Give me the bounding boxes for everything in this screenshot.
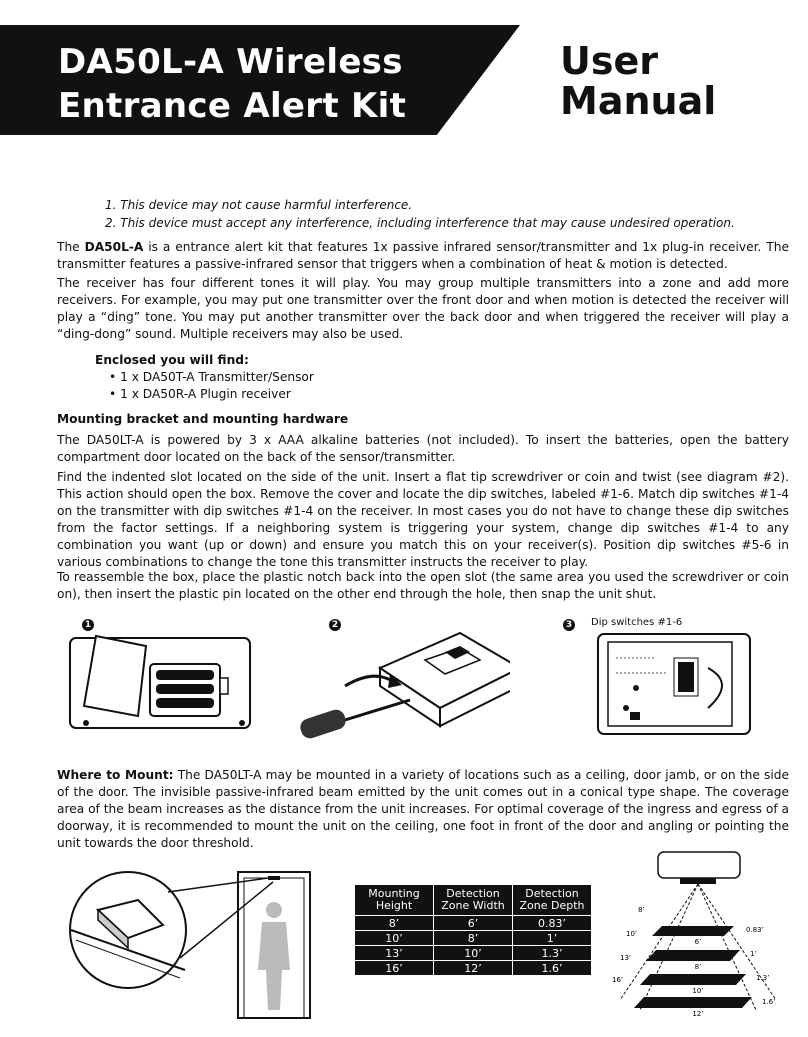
table-header: Detection Zone Width — [434, 885, 513, 916]
battery-paragraph: The DA50LT-A is powered by 3 x AAA alkaline batteries (not included). To insert the batteries, open the battery compartment door located on the back of the sensor/transmitter. — [57, 433, 789, 464]
table-cell: 8’ — [434, 931, 513, 946]
table-cell: 0.83’ — [513, 916, 592, 931]
table-cell: 10’ — [355, 931, 434, 946]
fcc-notes — [105, 196, 735, 232]
screwdriver-diagram — [290, 628, 510, 740]
manual-title-line1: User — [560, 39, 658, 83]
reassemble-paragraph: To reassemble the box, place the plastic notch back into the open slot (the same area you used the screwdriver or coin on), then insert the plastic pin located on the other end through the hole, then snap the unit shut. — [57, 570, 789, 601]
intro-prefix: The — [57, 240, 85, 254]
table-cell: 1’ — [513, 931, 592, 946]
where-to-mount-paragraph — [57, 767, 789, 852]
table-cell: 6’ — [434, 916, 513, 931]
cone-height-label: 13’ — [620, 954, 632, 962]
cone-width-label: 10’ — [692, 987, 704, 995]
detection-cone-diagram — [600, 850, 800, 1020]
coverage-table — [355, 885, 592, 975]
product-title-line1: DA50L-A Wireless — [58, 42, 403, 82]
table-cell: 12’ — [434, 961, 513, 976]
where-to-mount-text: The DA50LT-A may be mounted in a variety of locations such as a ceiling, door jamb, or on the side of the door. The invisible passive-infrared beam emitted by the unit comes out in a conical type shape. The coverage area of the beam increases as the distance from the unit increases. For optimal coverage of the ingress and egress of a doorway, it is recommended to mount the unit on the ceiling, one foot in front of the door and angling or pointing the unit towards the door threshold. — [57, 768, 789, 850]
table-row — [355, 946, 592, 961]
user-manual-title — [560, 41, 716, 121]
table-cell: 1.3’ — [513, 946, 592, 961]
cone-width-label: 12’ — [692, 1010, 704, 1018]
receiver-paragraph: The receiver has four different tones it will play. You may group multiple transmitters into a zone and add more receivers. For example, you may put one transmitter over the front door and when motion is detected the receiver will play a “ding” tone. You may put another transmitter over the back door and when triggered the receiver will play a “ding-dong” sound. Multiple receivers may also be used. — [57, 276, 789, 341]
diagram-number-2: 2 — [329, 619, 341, 631]
table-cell: 16’ — [355, 961, 434, 976]
table-cell: 1.6’ — [513, 961, 592, 976]
dip-switch-paragraph: Find the indented slot located on the side of the unit. Insert a flat tip screwdriver or coin and twist (see diagram #2). This action should open the box. Remove the cover and locate the dip switches, labeled #1-6. Match dip switches #1-4 on the transmitter with dip switches #1-4 on the receiver. In most cases you do not have to change these dip switches from the factor settings. If a neighboring system is triggering your system, change dip switches #1-4 to any combination you want (up or down) and ensure you match this on your receiver(s). Position dip switches #5-6 in various combinations to change the tone this transmitter instructs the receiver to play. — [57, 470, 789, 569]
fcc-note-1: 1. This device may not cause harmful interference. — [105, 198, 413, 212]
cone-depth-label: 1’ — [750, 950, 757, 958]
table-cell: 13’ — [355, 946, 434, 961]
table-cell: 10’ — [434, 946, 513, 961]
cone-width-label: 8’ — [694, 963, 702, 971]
dip-switch-board-diagram — [596, 628, 756, 740]
product-title — [58, 40, 406, 128]
mounting-heading: Mounting bracket and mounting hardware — [57, 412, 349, 426]
manual-title-line2: Manual — [560, 79, 717, 123]
intro-text: is a entrance alert kit that features 1x passive infrared sensor/transmitter and 1x plug-in receiver. The transmitter features a passive-infrared sensor that triggers when a combination of heat & motion is detected. — [57, 240, 789, 271]
enclosed-heading: Enclosed you will find: — [95, 353, 249, 367]
where-to-mount-label: Where to Mount: — [57, 768, 174, 782]
diagram-number-3: 3 — [563, 619, 575, 631]
fcc-note-2: 2. This device must accept any interference, including interference that may cause undesired operation. — [105, 216, 735, 230]
table-row — [355, 931, 592, 946]
enclosed-section — [95, 352, 314, 403]
cone-height-label: 8’ — [638, 906, 645, 914]
table-header: Detection Zone Depth — [513, 885, 592, 916]
enclosed-item: • 1 x DA50R-A Plugin receiver — [109, 386, 314, 403]
table-cell: 8’ — [355, 916, 434, 931]
battery-compartment-diagram — [66, 628, 258, 740]
cone-depth-label: 0.83’ — [746, 926, 764, 934]
doorway-mount-diagram — [68, 870, 318, 1020]
intro-paragraph — [57, 239, 789, 273]
cone-depth-label: 1.6’ — [762, 998, 776, 1006]
table-header: Mounting Height — [355, 885, 434, 916]
cone-height-label: 16’ — [612, 976, 624, 984]
cone-depth-label: 1.3’ — [756, 974, 770, 982]
diagram-number-1: 1 — [82, 619, 94, 631]
table-header-row — [355, 885, 592, 916]
intro-model: DA50L-A — [84, 240, 144, 254]
enclosed-item: • 1 x DA50T-A Transmitter/Sensor — [109, 369, 314, 386]
cone-width-label: 6’ — [694, 938, 702, 946]
dip-switch-label: Dip switches #1-6 — [591, 617, 683, 628]
table-row — [355, 961, 592, 976]
table-row — [355, 916, 592, 931]
product-title-line2: Entrance Alert Kit — [58, 86, 407, 126]
cone-height-label: 10’ — [626, 930, 638, 938]
enclosed-list — [95, 369, 314, 403]
